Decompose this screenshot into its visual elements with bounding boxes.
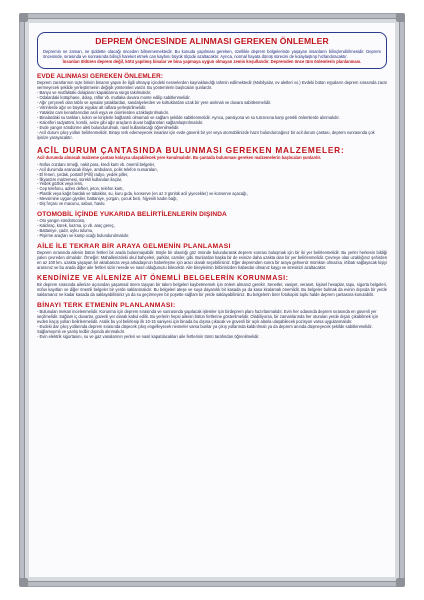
list-item: - Evdeki dar çıkış yollarında deprem sırasında düşecek çıkış engelleyecek nesneler varsa bunlar ya çıkış yollarında kaldırılmalı ya da deprem anında düşmeyecek şekilde sabitlenmelidir. Sağlamışımlı ve yanlış tedbir dışında alınmalıdır. (37, 323, 373, 334)
list-item: - Mevsimine uygun giysiler, battaniye, yorgan, çocuk bezi, hijyenik kadın bağı, (37, 196, 178, 202)
list-item: - Battaniye, çadır, uyku tulumu, (37, 228, 94, 234)
list-item: - Bulunulan mekan incelenmelidir. Korunma için deprem sırasında ve sonrasında yapılacak işlemler için birdeprem planı hazırlanmalıdır. Evin her odasında deprem sırasında en güvenli yer seçilmelidir. Sağlam iç duvarlar, güvenli yer olarak kabul edilir. Bu yerlerin hepsi ailenin bütün fertlerine gösterilmelidir. Olabiliyorsa, bir zamanlarında her oturulan yerde dışarı çıkabilmek için evden kaçış yolları belirlenmelidir. Aralık bu yol belirlenip ilk 10-15 saniyesi için binada bu dışına çıkacak ve güvenli bir açık alanla ulaşabilecek pozisyon varsa uygulanmalıdır. (37, 308, 379, 324)
poster-title: DEPREM ÖNCESİNDE ALINMASI GEREKEN ÖNLEMLER (95, 36, 329, 46)
frame-corner (19, 578, 28, 587)
list-item: - Aciİ durum çıkış yolları belirlenmelidir. Binayı terk edemeyecek insanlar için evde güvenli bir yer veya otomobilinizde hazır bulundurcağınız bir acil durum çantası, deprem sonrasında çok işinize yarayacaktır. (37, 129, 375, 140)
list-item: - İlkyardım malzemesi, sürekli kullanılan ilaçlar, (37, 176, 123, 182)
section-home-title: EVDE ALINMASI GEREKEN ÖNLEMLER: (37, 73, 164, 81)
list-item: - Kaloriferi radyatörü, kombi, avize gibi ağır araçların duvar bağlantıları sağlamlaştırılmalıdır. (37, 119, 204, 125)
frame-corner (396, 578, 405, 587)
section-kit-list (37, 163, 387, 208)
title-box (37, 32, 387, 69)
section-documents-title: KENDİNİZE VE AİLENİZE AİT ÖNEMLİ BELGELERİN KORUNMASI: (37, 274, 289, 282)
list-item: - Plastik veya kağıt bardak ve tabaklar, su, kuru gıda, konserve (en az 3 günlük acil yiyecekler) ve konserve açacağı, (37, 191, 248, 197)
section-car-title: OTOMOBİL İÇİNDE YUKARIDA BELİRTİLENLERİN DIŞINDA (37, 211, 227, 219)
list-item: - Diş fırçası ve macunu, sabun, havlu. (37, 201, 106, 207)
section-family-text: Deprem sırasında ailenin bütün fertleri bir arada bulunmayabilir. Böyle bir olasılığı göz önünde bulundurarak deprem sonrası buluşmak için bir iki yer belirlenmelidir. Bu yerler herkesin bildiği yakın çevreden olmalıdır. Örneğin: Mahallenizdeki okul bahçeleri, parklar, camiler, gibi. Bunlardan başka bir de evinize daha uzakta olan bir yer belirlenmelidir. Çevreye olan uzaklığınız şehirden en az 100 km. uzakta yaşayan bir akrabanıza veya arkadaşınızı haberleşme için aracı olarak seçebilirsiniz. Eğer depremden sonra bir araya gelmeniz mümkün olmazsa, irtibatı sağlayacak kişiyi ararsınız ve bu arada diğer aile fertleri sizin nerede ve nasıl olduğunuzu bilecektir. Aile bireylerinin birbirinizden haberdar olmanız kaygı ve stresinizi azaltacaktır. (37, 250, 387, 270)
section-car-list (37, 219, 387, 239)
list-item: - Ağır çerçeveli olan tablo ve aynalar yataklardan, sandalyelerden ve koltuklardan uzak bir yere asılmalı ve duvara sabitlenmelidir. (37, 100, 272, 106)
poster-frame (20, 14, 404, 586)
section-exit-list (37, 310, 387, 340)
intro-warning: İnsanları öldüren deprem değil, kötü yapılmış binalar ve bina yapmaya uygun olmayan zemin koşullarıdır. Depremden önce tüm önlemlerin planlanması. (62, 59, 362, 65)
list-item: - Nüfus cüzdanı örneği, nakit para, kredi kartı vb. önemli belgeler, (37, 161, 156, 167)
list-item: - El feneri, şırdak, portatif (Pilli) radyo, yedek piller, (37, 171, 129, 177)
section-kit-title: ACİL DURUM ÇANTASINDA BULUNMASI GEREKEN MALZEMELER: (37, 144, 345, 155)
list-item: - Vitrinlerde ağır ve büyük eşyalar alt raflara yerleştirilmelidir. (37, 105, 147, 111)
section-documents-text: Bir deprem sırasında ailenize açısından yaşamsal önem taşıyan bir takım belgeleri kaybetmemek için önlem almanız gerekir. Senetler, vasiyet, veraset, kişisel hesaplar, tapu, sigorta belgeleri, nüfus kayıtları ve diğer önemli belgeler bir yerde saklanmalıdır. Bu belgeleri ateşe ve suya dayanıklı bir kasada ya da kasa kiralamak önemlidir. Bu belgeler bulmak da evinin dışında bir yerde saklamanız ne kadar kasada da saklayabilirsiniz ya da su geçirmeyen bir poşette sağlam bir yerde saklayabilirsiniz. Bu belgelerin birer fotokopisi toplu halde deprem çantasına konulabilir. (37, 281, 387, 297)
list-item: - Pişirme araçları ve kamp ocağı bulundurulmalıdır. (37, 233, 130, 239)
section-home-intro: Deprem zararlarının üçte birinin binanın yapısı ile ilgili olmayıp içindeki nesnelerden kaynaklandığı tahmin edilmektedir (Mobilyalar, ev aletleri vs.) Evdeki bütün eşyaların deprem sırasında zarar vermeyecek şekilde yerleştirmenin değişik yöntemleri vardır. Bu yöntemlerin başlıcaları şunlardır. (37, 80, 387, 91)
intro-text: Depremin ne zaman, ne şiddette olacağı önceden bilinememektedir. Bu konuda yapılması gereken, özellikle deprem bölgelerinde yaşayan insanların bilinçlendirilmesidir. Deprem öncesinde, sırasında ve sonrasında bilinçli hareket etmek can kaybını büyük ölçüde azaltacaktır. Ayrıca, normal hayata dönüş sürecini de kolaylaştırıp hızlandıracaktır. (43, 49, 381, 60)
list-item: - Oto yangın söndürücüsü, (37, 218, 86, 224)
list-item: - Cep telefonu, adres defteri, jeton, telefon kartı, (37, 186, 124, 192)
section-exit-title: BİNAYI TERK ETMENİN PLANLANMASI: (37, 301, 176, 309)
list-item: - Evin elektrik sigortasını, su ve gaz vanalarının yerleri ve nasıl kapatılacakları aile fertlerinin tümü tarafından öğrenilmelidir. (37, 333, 260, 339)
list-item: - Yataklar cam kenarlarından asılı eşya ve cisimlerden uzaklaştırılmalıdır. (37, 110, 170, 115)
frame-corner (19, 13, 28, 22)
poster-sheet (29, 23, 395, 577)
list-item: - Yedek gözlük veya lens, (37, 181, 84, 187)
list-item: - Odalardaki kütüphane, dolap, raflar vb. mutlaka duvara monte edilip sabitlenmelidir. (37, 95, 191, 101)
section-family-title: AİLE İLE TEKRAR BİR ARAYA GELMENİN PLANLAMASI (37, 243, 231, 251)
list-item: - Kaldıraç, kürek, kazma, ip vb. araç gereç, (37, 223, 115, 229)
list-item: - Acil durumda aranacak ifaiye, ambulans, polis telefon numaraları, (37, 166, 158, 172)
list-item: - Banyo ve mutfaktaki dolapların kapaklarına sürgü takılmalıdır. (37, 90, 152, 96)
list-item: - Binalardaki su tankları, kolon ve kirişlerle bağlantılı olmamalı ve sağlam şekilde sabitlenmelidir. Ayrıca, pansiyona ve su tutcnısına karşı gerekli önlemlerde alınmalıdır. (37, 114, 340, 120)
section-kit-intro: Acil durumda alınacak malzeme çantası kolayca ulaşabilecek yere konulmalıdır. Bu çantada bulunması gereken malzemelerin başlıcaları şunlardır. (37, 154, 322, 160)
section-home-list (37, 91, 387, 141)
frame-corner (396, 13, 405, 22)
list-item: - Evde yangın söndürme aleti bulundurulmalı, nasıl kullanılacağı öğrenilmelidir. (37, 124, 180, 130)
